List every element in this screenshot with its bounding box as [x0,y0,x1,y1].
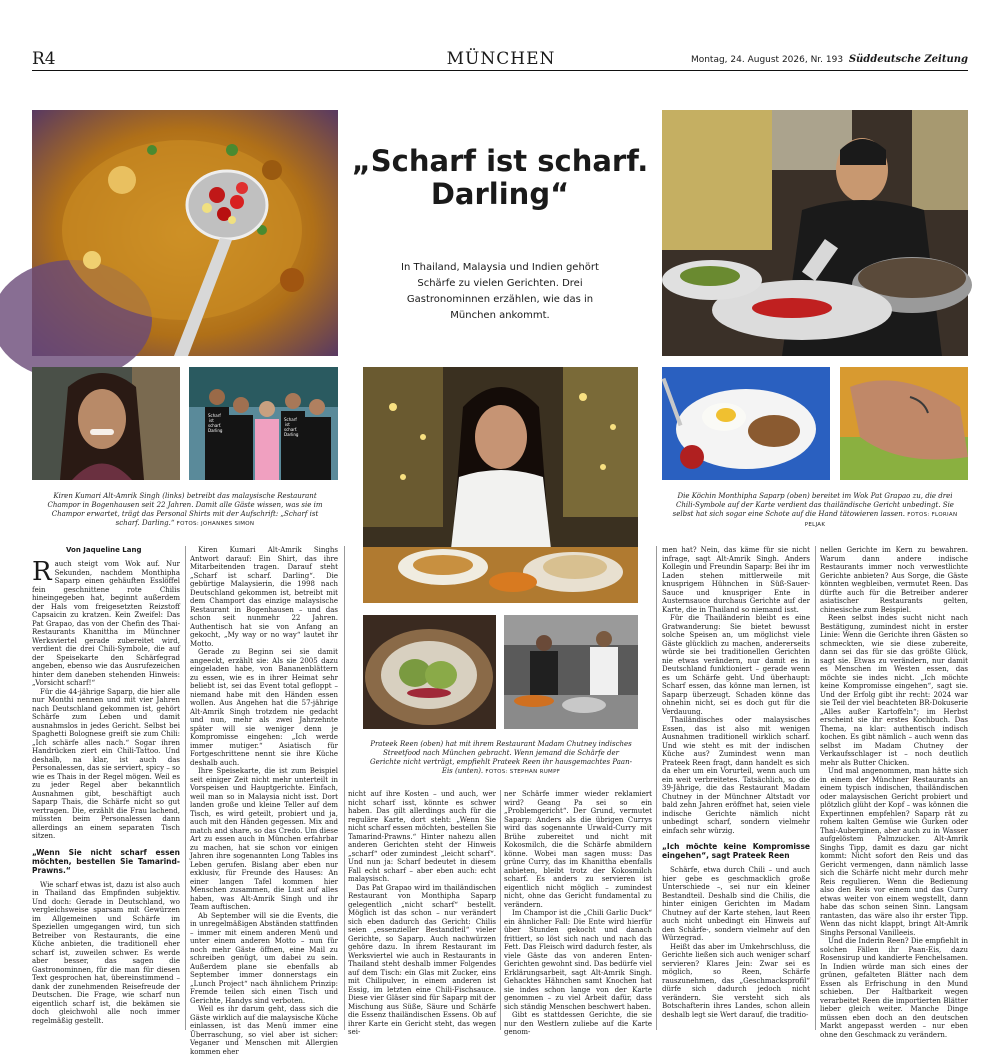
subheading: „Wenn Sie nicht scharf essen möchten, bestellen Sie Tamarind-Prawns.“ [32,847,180,875]
article-column-1 [32,557,180,1030]
article-column-4 [504,790,652,1036]
photo-champor-team [189,367,338,480]
paragraph: Und mal angenommen, man hätte sich in einem der Münchner Restaurants an einem typisch indischen, thailändischen oder malaysischen Gericht probiert und plötzlich glüht der Kopf – was können die Expertinnen empfehlen? Saparp rät zu rohem kalten Gemüse wie Gurken oder Thai-Auberginen, aber auch zu in Wasser aufgelöstem Palmzucker. Alt-Amrik Singhs Tipp, damit es dazu gar nicht kommt: Nicht sofort den Reis und das Gericht vermengen, dann nämlich lasse sich die Schärfe nicht mehr durch mehr Reis regulieren. Wenn die Bedienung also den Reis vor einem und das Curry etwas weiter von einem wegstellt, dann habe das schon seinen Sinn. Langsam rantasten, das wäre also ihr erster Tipp. Wenn das nicht klappt, bringt Alt-Amrik Singhs Personal Vanilleeis. [820,767,968,937]
byline: Von Jaqueline Lang [66,546,142,554]
photo-paan-ice [363,615,496,729]
photo-pat-grapao-plate [662,367,830,480]
paragraph: Heißt das aber im Umkehrschluss, die Gerichte ließen sich auch weniger scharf servieren? Klares Jein: Zwar sei es möglich, so Reen, Schärfe rauszunehmen, das „Geschmacksprofil“ dürfe sich dadurch jedoch nicht verändern. Sie versteht sich als Botschafterin ihres Landes, schon allein deshalb legt sie Wert darauf, die traditio- [662,942,810,1019]
article-column-5 [662,546,810,1030]
shirt-text-2: ist [209,418,214,423]
headline: „Scharf ist scharf. Darling“ [351,144,649,211]
paragraph: Im Champor ist die „Chili Garlic Duck“ ein ähnlicher Fall: Die Ente wird hierfür über Stunden gekocht und danach frittiert, so löst sich nach und nach das Fett. Das Fleisch wird dadurch fester, als viele Gäste das von anderen Enten-Gerichten gewohnt sind. Das bedürfe viel Erklärungsarbeit, sagt Alt-Amrik Singh. Gehacktes Hähnchen samt Knochen hat sie indes schon lange von der Karte genommen – zu viel Arbeit dafür, dass sich ständig Menschen beschwert haben. [504,909,652,1011]
column-rule [500,790,501,1030]
shirt-text-8: Darling [284,432,299,437]
paragraph: men hat? Nein, das käme für sie nicht infrage, sagt Alt-Amrik Singh. Anders Kollegin und Freundin Saparp: Bei ihr im Laden stehen mittlerweile mit knusprigem Hühnchen in Süß-Sauer-Sauce und knuspriger Ente in Austernsauce durchaus Gerichte auf der Karte, die in Thailand so niemand isst. [662,546,810,614]
shirt-text-4: Darling [208,428,223,433]
photo-prateek-reen [363,367,638,603]
shirt-text-7: scharf. [284,427,298,432]
article-column-6 [820,546,968,1039]
paragraph: Gibt es stattdessen Gerichte, die sie nur den Westlern zuliebe auf die Karte genom- [504,1011,652,1036]
caption-center-credit: FOTOS: STEPHAN RUMPF [485,769,561,775]
column-rule [815,546,816,1030]
shirt-text-1: Scharf [208,413,221,418]
caption-right: Die Köchin Monthipha Saparp (oben) bereitet im Wok Pat Grapao zu, die drei Chili-Symbole auf der Karte verdient das thailändische Gericht unbedingt. Sie selbst hat sich sogar eine Schote auf die Hand tätowieren lassen. FOTOS: FLORIAN PELJAK [672,492,958,528]
paragraph: Das Pat Grapao wird im thailändischen Restaurant von Monthipha Saparp gelegentlich „nicht scharf“ bestellt. Möglich ist das schon – nur verändert sich eben dadurch das Gericht: Chilis seien „essenzieller Bestandteil“ vieler Gerichte, so Saparp. Auch nachwürzen gehöre dazu. In ihrem Restaurant im Werksviertel wie auch in Restaurants in Thailand steht deshalb immer Folgendes auf dem Tisch: ein Glas mit Zucker, eins mit Chilipulver, in einem anderen ist Essig, im letzten eine Chili-Fischsauce. Diese vier Gläser sind für Saparp mit der Mischung aus Süße, Säure und Schärfe die Essenz thailändischen Essens. Ob auf ihrer Karte ein Gericht steht, das wegen sei- [348,883,496,1036]
shirt-text-6: ist [285,422,290,427]
article-column-3 [348,790,496,1036]
caption-left: Kiren Kumari Alt-Amrik Singh (links) betreibt das malaysische Restaurant Champor in Bogenhausen seit 22 Jahren. Damit alle Gäste wissen, was sie im Champor erwartet, trägt das Personal Shirts mit der Aufschrift: „Scharf ist scharf. Darling.“ FOTOS: JOHANNES SIMON [47,492,323,527]
paragraph: Gerade zu Beginn sei sie damit angeeckt, erzählt sie: Als sie 2005 dazu eingeladen habe, von Bananenblättern zu essen, wie es in ihrer Heimat sehr beliebt ist, sei das Event total gefloppt – niemand habe mit den Händen essen wollen. Aus Angehen hat die 57-jährige Alt-Amrik Singh trotzdem nie gedacht und nun, mehr als zwei Jahrzehnte später will sie weniger denn je Kompromisse eingehen: „Ich werde immer mutiger.“ Asiatisch für Fortgeschrittene nennt sie ihre Küche deshalb auch. [190,648,338,767]
newspaper-logo: Süddeutsche Zeitung [848,54,968,65]
paragraph: nellen Gerichte im Kern zu bewahren. Warum dann andere indische Restaurants immer noch verwestlichte Gerichte anbieten? Aus Sorge, die Gäste könnten wegbleiben, vermutet Reen. Das dürfte auch für die Betreiber anderer asiatischer Restaurants gelten, chinesische zum Beispiel. [820,546,968,614]
caption-left-credit: FOTOS: JOHANNES SIMON [176,521,255,527]
column-rule [656,546,657,1030]
paragraph: Und die Inderin Reen? Die empfiehlt in solchen Fällen ihr Paan-Eis, dazu Rosensirup und kandierte Fenchelsamen. In Indien würde man sich eines der grünen, gefalteten Blätter nach dem Essen als Erfrischung in den Mund schieben. Der Haltbarkeit wegen verarbeitet Reen die importierten Blätter lieber gleich weiter. Manche Dinge müssen eben doch an den deutschen Markt angepasst werden – nur eben ohne den Geschmack zu verändern. [820,937,968,1039]
paragraph: Ihre Speisekarte, die ist zum Beispiel seit einiger Zeit nicht mehr unterteilt in Vorspeisen und Hauptgerichte. Einfach, weil man so in Malaysia nicht isst. Dort landen große und kleine Teller auf dem Tisch, es wird geteilt, probiert und ja, auch mit den Händen gegessen. Mix and match and share, so das Credo. Um diese Art zu essen auch in München erfahrbar zu machen, hat sie schon vor einigen Jahren ihre sogenannten Long Tables ins Leben gerufen. Bislang aber eben nur exklusiv, für Freunde des Hauses: An einer langen Tafel kommen hier Menschen zusammen, die Lust auf alles haben, was Alt-Amrik Singh und ihr Team auftischen. [190,767,338,911]
paragraph: Kiren Kumari Alt-Amrik Singhs Antwort darauf: Ein Shirt, das ihre Mitarbeitenden tragen. Darauf steht „Scharf ist scharf. Darling“. Die gebürtige Malaysierin, die 1998 nach Deutschland gekommen ist, betreibt mit dem Champort das einzige malaysische Restaurant in Bogenhausen – und das schon seit nunmehr 22 Jahren. Authentisch hat sie von Anfang an gekocht, „My way or no way“ lautet ihr Motto. [190,546,338,648]
caption-right-credit: FOTOS: FLORIAN PELJAK [804,512,958,528]
photo-chili-tattoo [840,367,968,480]
shirt-text-5: Scharf [284,417,297,422]
paragraph: ner Schärfe immer wieder reklamiert wird? Geang Pa sei so ein „Problemgericht“. Der Grund, vermutet Saparp: Anders als die übrigen Currys wird das sogenannte Urwald-Curry mit Brühe zubereitet und nicht mit Kokosmilch, die die Schärfe abmildern könne. Wobei man sagen muss: Das grüne Curry, das im Khanittha ebenfalls anbieten, bleibt trotz der Kokosmilch scharf. Es anders zu servieren ist eigentlich nicht möglich – zumindest nicht, ohne das Gericht fundamental zu verändern. [504,790,652,909]
paragraph: Für die 44-jährige Saparp, die hier alle nur Monthi nennen und mit vier Jahren nach Deutschland gekommen ist, gehört Schärfe zum Leben und damit ausnahmslos in jedes Gericht. Selbst bei Spaghetti Bolognese greift sie zum Chili: „Ich schärfe alles nach.“ Sogar ihren Handrücken ziert ein Chili-Tattoo. Und deshalb, na klar, ist auch das Personalessen, das sie serviert, spicy – so wie es Thais in der Regel mögen. Weil es zu jeder Regel aber bekanntlich Ausnahmen gibt, beschäftigt auch Saparp Thais, die Schärfe nicht so gut vertragen. Die, erzählt die Frau lachend, müssten beim Personalessen dann allerdings an einem separaten Tisch sitzen. [32,687,180,840]
paragraph: Reen selbst indes sucht nicht nach Bestätigung, zumindest nicht in erster Linie: Wenn die Gerichte ihren Gästen so schmeckten, wie sie diese zubereite, dann sei das für sie das größte Glück, sagt sie. Etwas zu verändern, nur damit es Menschen im Westen essen, das möchte sie indes nicht. „Ich möchte keine Kompromisse eingehen“, sagt sie. Und der Erfolg gibt ihr recht: 2024 war sie Teil der viel beachteten BR-Dokuserie „Alles außer Kartoffeln“; im Herbst erscheint sie ihr erstes Kochbuch. Das Thema, na klar: authentisch indisch kochen. Es gibt nämlich – auch wenn das selbst im Madam Chutney der Verkaufsschlager ist – noch deutlich mehr als Butter Chicken. [820,614,968,767]
photo-kiren-portrait [32,367,180,480]
caption-center: Prateek Reen (oben) hat mit ihrem Restaurant Madam Chutney indisches Streetfood nach München gebracht. Wenn jemand die Schärfe der Gerichte nicht verträgt, empfiehlt Prateek Reen ihr hausgemachtes Paan-Eis (unten). FOTOS: STEPHAN RUMPF [370,740,632,775]
photo-kitchen-cooks [504,615,638,729]
photo-curry-spoon [32,110,338,356]
dateline [691,54,968,65]
column-rule [185,546,186,1030]
dek: In Thailand, Malaysia und Indien gehört Schärfe zu vielen Gerichten. Drei Gastronominnen erzählen, wie das in München ankommt. [401,262,599,321]
photo-cook-wok [662,110,968,356]
paragraph: Thailändisches oder malaysisches Essen, das ist also mit wenigen Ausnahmen traditionell wirklich scharf. Und wie steht es mit der indischen Küche aus? Zumindest wenn man Prateek Reen fragt, dann handelt es sich da eher um ein Vorurteil, wenn auch um ein weit verbreitetes. Tatsächlich, so die 39-Jährige, die das Restaurant Madam Chutney in der Münchner Altstadt vor bald zehn Jahren eröffnet hat, seien viele indische Gerichte nämlich nicht unbedingt scharf, sondern vielmehr einfach sehr würzig. [662,716,810,835]
drop-cap: R [32,557,52,587]
paragraph: nicht auf ihre Kosten – und auch, wer nicht scharf isst, könnte es schwer haben. Das gilt allerdings auch für die reguläre Karte, dort steht: „Wenn Sie nicht scharf essen möchten, bestellen Sie Tamarind-Prawns.“ Hinter nahezu allen anderen Gerichten steht der Hinweis „scharf“ oder zumindest „leicht scharf“. Und nun ja: Scharf bedeutet in diesem Fall echt scharf – aber eben auch: echt malaysisch. [348,790,496,883]
paragraph: auch steigt vom Wok auf. Nur Sekunden, nachdem Monthipha Saparp einen gehäuften Esslöffel fein geschnittene rote Chilis hineingegeben hat, beginnt außerdem der Hals vom freigesetzten Reizstoff Capsaicin zu kratzen. Kein Zweifel: Das Pat Grapao, das von der Chefin des Thai-Restaurants Khanittha im Münchner Werksviertel gerade zubereitet wird, verdient die drei Chili-Symbole, die auf der Speisekarte den Schärfegrad angeben, ebenso wie das Ausrufezeichen hinter dem daneben stehenden Hinweis: „Vorsicht scharf!“ [32,560,180,687]
page-number: R4 [32,49,56,69]
department-title: MÜNCHEN [446,49,556,69]
shirt-text-3: scharf. [208,423,222,428]
issue-date: Montag, 24. August 2026, Nr. 193 [690,55,844,65]
paragraph: Schärfe, etwa durch Chili – und auch hier gebe es geschmacklich große Unterschiede –, sei nur ein kleiner Bestandteil. Deshalb sind die Chilis, die hinter einigen Gerichten im Madam Chutney auf der Karte stehen, laut Reen auch nicht unbedingt ein Hinweis auf den Schärfe-, sondern vielmehr auf den Würzegrad. [662,866,810,942]
column-rule [344,546,345,1030]
paragraph: Für die Thailänderin bleibt es eine Gratwanderung: Sie bietet bewusst solche Speisen an, um möglichst viele Gäste glücklich zu machen, andererseits würde sie bei traditionellen Gerichten nie etwas verändern, nur damit es in Deutschland funktioniert – gerade wenn es um Schärfe geht. Und überhaupt: Scharf essen, das könne man lernen, ist Saparp überzeugt. Schaden könne das ohnehin nicht, sei es doch gut für die Verdauung. [662,614,810,716]
paragraph: Ab September will sie die Events, die in unregelmäßigen Abständen stattfinden – immer mit einem anderen Menü und unter einem anderen Motto – nun für noch mehr Gäste öffnen, eine Mail zu schreiben genügt, um dabei zu sein. Außerdem plane sie ebenfalls ab September immer donnerstags ein „Lunch Project“ nach ähnlichem Prinzip: Fremde teilen sich einen Tisch und Gerichte, Handys sind verboten. [190,911,338,1005]
paragraph: Weil es ihr darum geht, dass sich die Gäste wirklich auf die malaysische Küche einlassen, ist das Menü immer eine Überraschung, so viel aber ist sicher: Veganer und Menschen mit Allergien kommen eher [190,1005,338,1056]
subheading: „Ich möchte keine Kompromisse eingehen“, sagt Prateek Reen [662,842,810,860]
paragraph: Wie scharf etwas ist, dazu ist also auch in Thailand das Empfinden subjektiv. Und doch: Gerade in Deutschland, wo vergleichsweise sparsam mit Gewürzen im Allgemeinen und Schärfe im Speziellen umgegangen wird, tun sich Betreiber von Restaurants, die eine Küche anbieten, die traditionell eher scharf ist, zuweilen schwer. Es werde aber besser, das sagen die Gastronominnen, für die man für diesen Text gesprochen hat, übereinstimmend – dank der zunehmenden Reisefreude der Deutschen. Die Frage, wie scharf nun eigentlich scharf ist, die bekämen sie doch gleichwohl alle noch immer regelmäßig gestellt. [32,880,180,1025]
header-rule [32,70,968,71]
article-column-2 [190,546,338,1056]
